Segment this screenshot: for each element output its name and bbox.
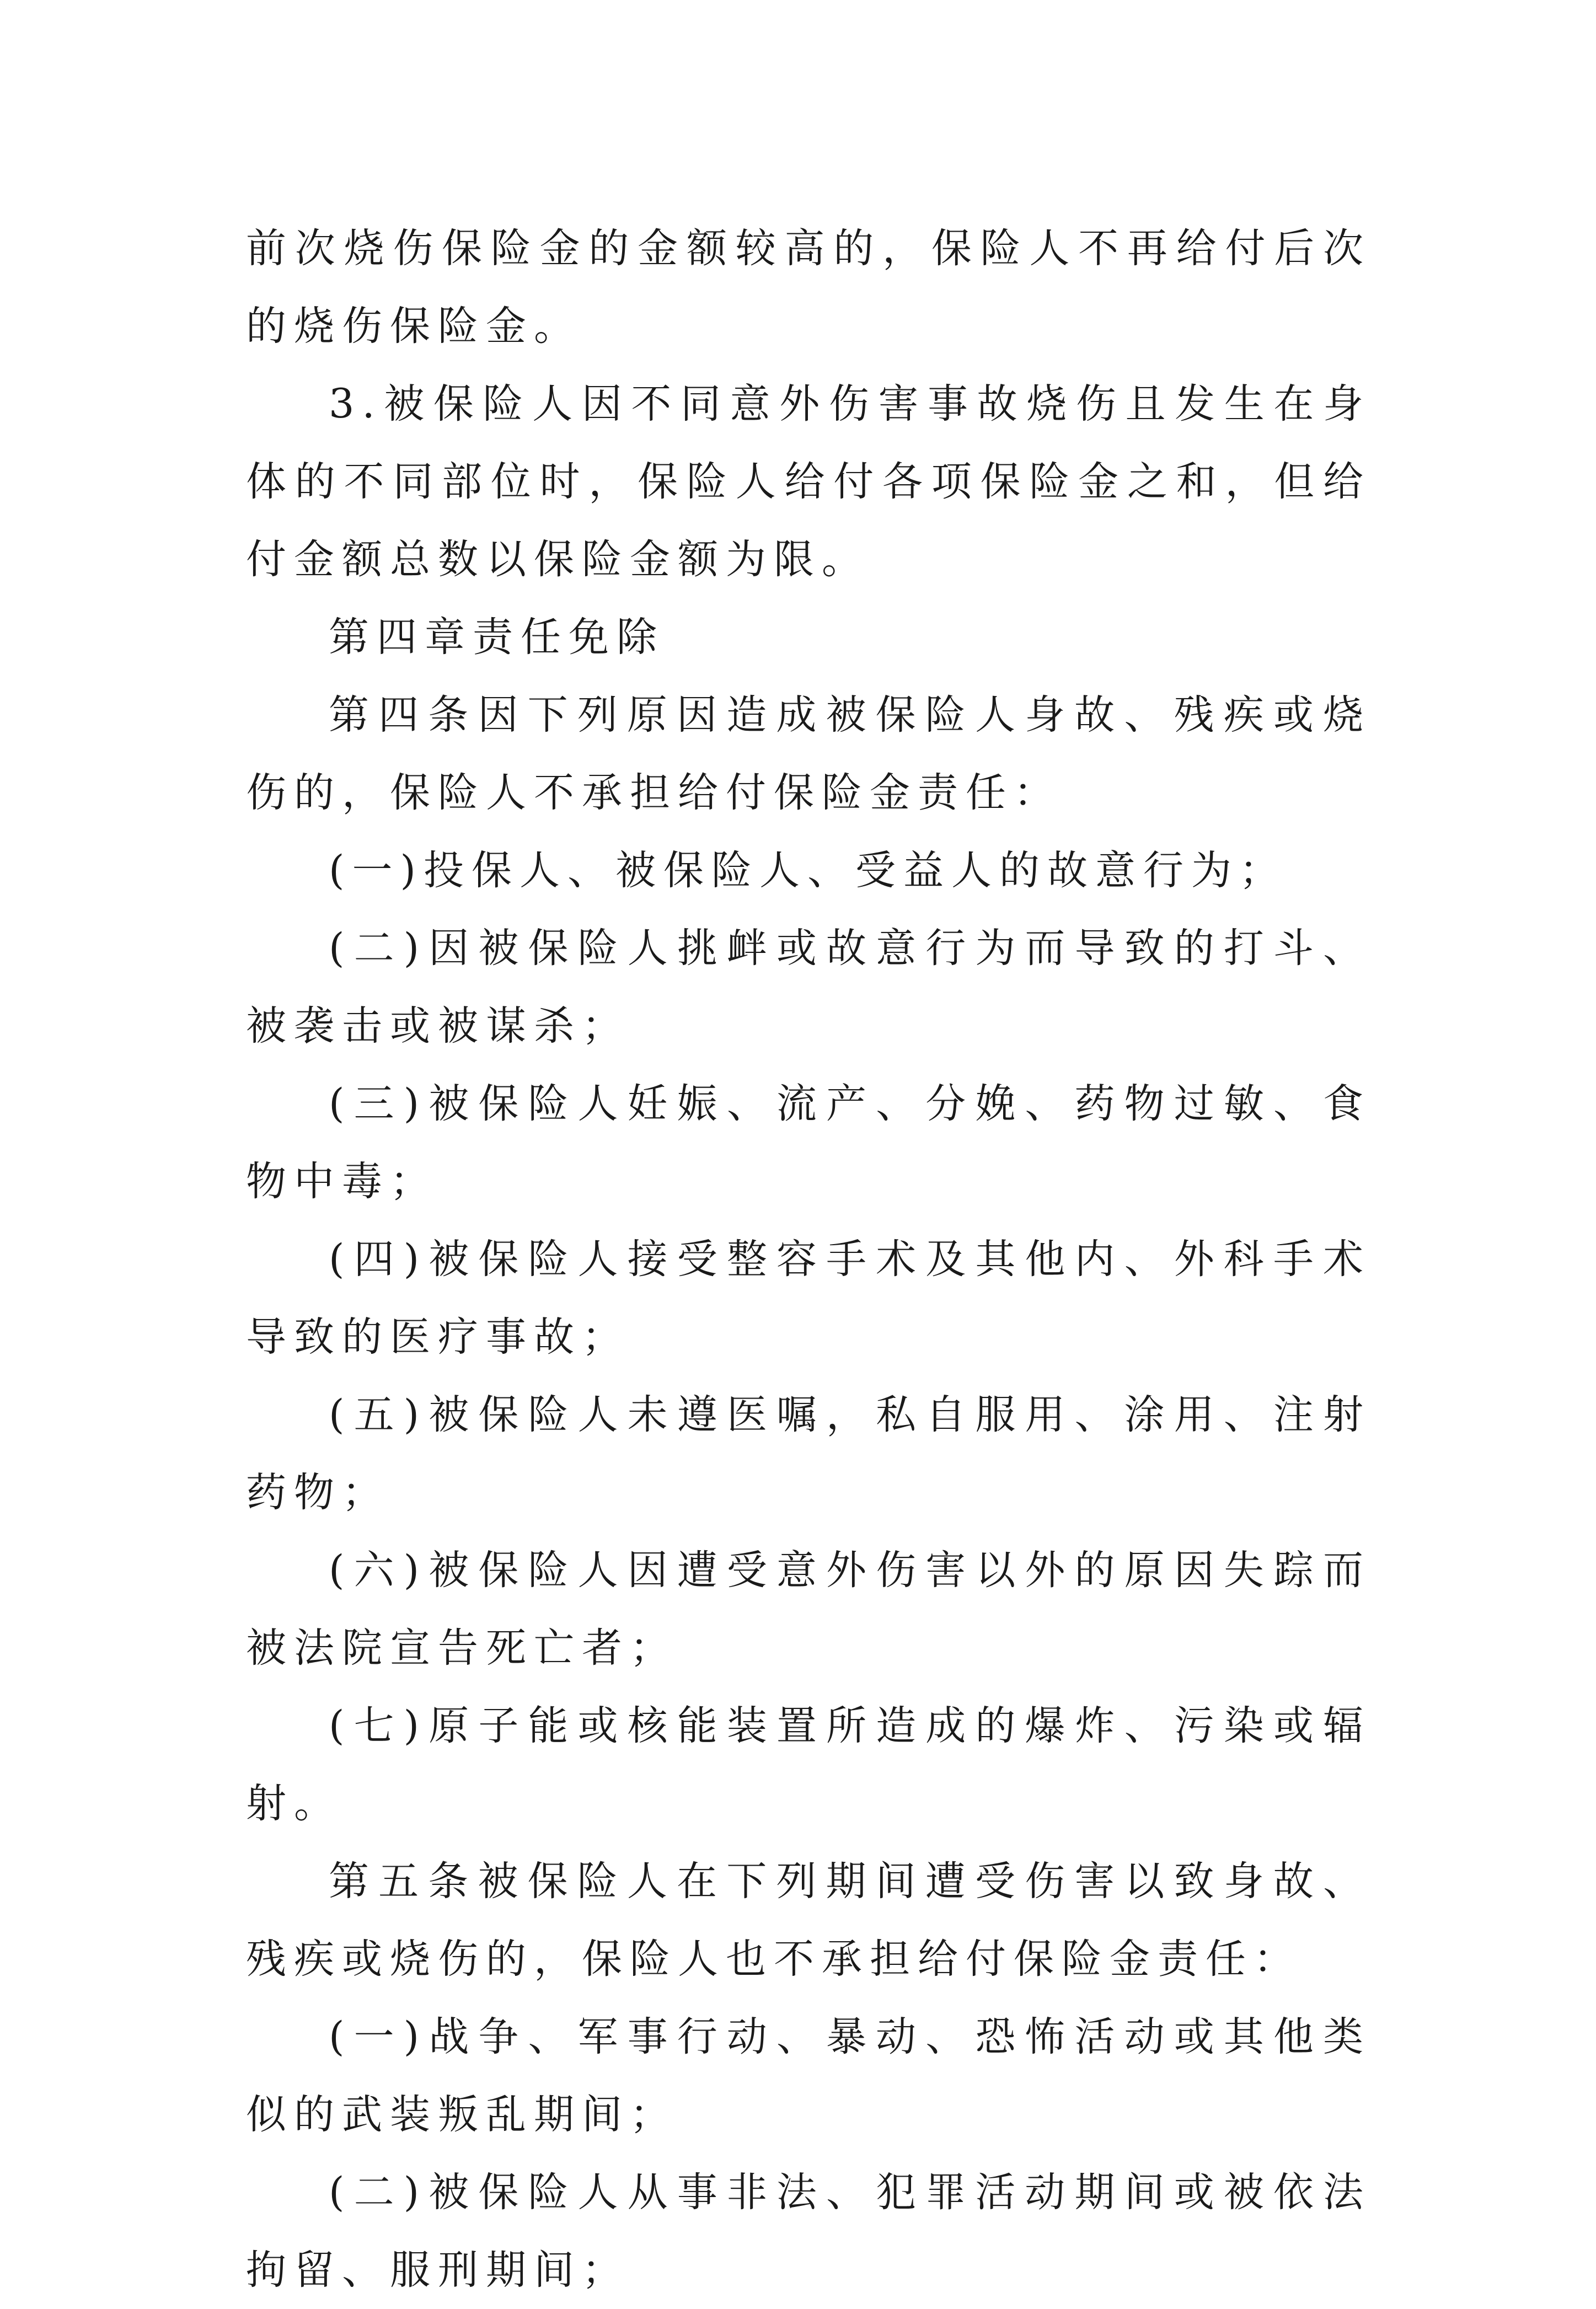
article-4-item-2: (二)因被保险人挑衅或故意行为而导致的打斗、被袭击或被谋杀； — [246, 925, 1371, 1049]
article-5-item-2: (二)被保险人从事非法、犯罪活动期间或被依法拘留、服刑期间； — [246, 2169, 1371, 2294]
article-4-item-5: (五)被保险人未遵医嘱，私自服用、涂用、注射药物； — [246, 1391, 1371, 1516]
article-4-item-1: (一)投保人、被保险人、受益人的故意行为； — [329, 847, 1287, 894]
document-body — [246, 210, 1371, 2309]
article-5-item-1: (一)战争、军事行动、暴动、恐怖活动或其他类似的武装叛乱期间； — [246, 2013, 1371, 2138]
article-5-intro: 第五条被保险人在下列期间遭受伤害以致身故、残疾或烧伤的，保险人也不承担给付保险金责任： — [246, 1858, 1371, 1983]
article-4-item-7: (七)原子能或核能装置所造成的爆炸、污染或辐射。 — [246, 1702, 1371, 1827]
article-4-intro: 第四条因下列原因造成被保险人身故、残疾或烧伤的，保险人不承担给付保险金责任： — [246, 692, 1371, 816]
article-4-item-4: (四)被保险人接受整容手术及其他内、外科手术导致的医疗事故； — [246, 1236, 1371, 1360]
chapter-heading-exclusions: 第四章责任免除 — [329, 614, 665, 661]
paragraph-burn-benefit-continuation: 前次烧伤保险金的金额较高的，保险人不再给付后次的烧伤保险金。 — [246, 225, 1371, 350]
article-4-item-3: (三)被保险人妊娠、流产、分娩、药物过敏、食物中毒； — [246, 1080, 1371, 1205]
article-4-item-6: (六)被保险人因遭受意外伤害以外的原因失踪而被法院宣告死亡者； — [246, 1547, 1371, 1672]
paragraph-item-3-different-accidents: 3.被保险人因不同意外伤害事故烧伤且发生在身体的不同部位时，保险人给付各项保险金之和，但给付金额总数以保险金额为限。 — [246, 381, 1371, 583]
